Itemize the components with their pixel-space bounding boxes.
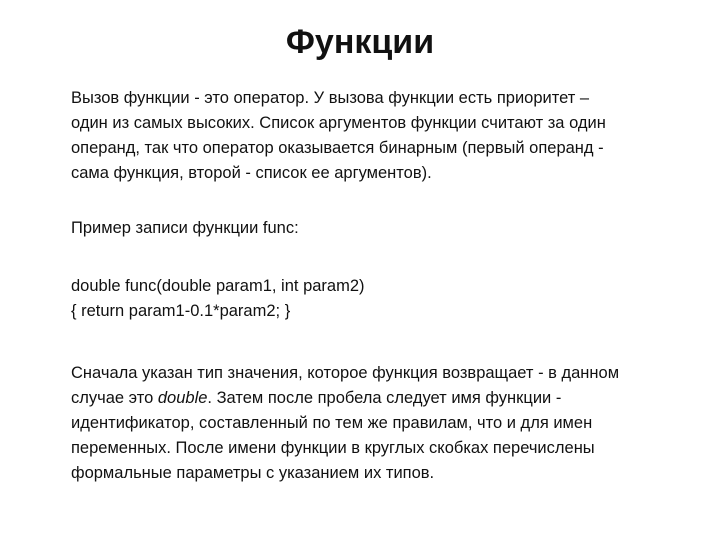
text-line: Пример записи функции func:: [71, 219, 299, 237]
text-line: [71, 386, 683, 411]
paragraph-example-intro: [71, 216, 683, 241]
text-line: сама функция, второй - список ее аргументов).: [71, 164, 432, 182]
text-line: один из самых высоких. Список аргументов функции считают за один: [71, 114, 606, 132]
text-line: операнд, так что оператор оказывается бинарным (первый операнд -: [71, 139, 604, 157]
text-line: переменных. После имени функции в круглых скобках перечислены: [71, 439, 595, 457]
paragraph-explanation: [71, 361, 683, 486]
slide-title: Функции: [285, 23, 435, 61]
text-fragment: случае это: [71, 389, 158, 407]
code-example: [71, 274, 683, 324]
code-line: { return param1-0.1*param2; }: [71, 302, 291, 320]
text-line: идентификатор, составленный по тем же правилам, что и для имен: [71, 414, 593, 432]
code-line: double func(double param1, int param2): [71, 277, 365, 295]
text-line: Вызов функции - это оператор. У вызова функции есть приоритет –: [71, 89, 590, 107]
text-fragment: . Затем после пробела следует имя функции -: [207, 389, 562, 407]
text-line: формальные параметры с указанием их типов.: [71, 464, 435, 482]
text-line: Сначала указан тип значения, которое функция возвращает - в данном: [71, 364, 620, 382]
paragraph-function-call: [71, 86, 683, 186]
type-name-italic: double: [157, 389, 208, 407]
